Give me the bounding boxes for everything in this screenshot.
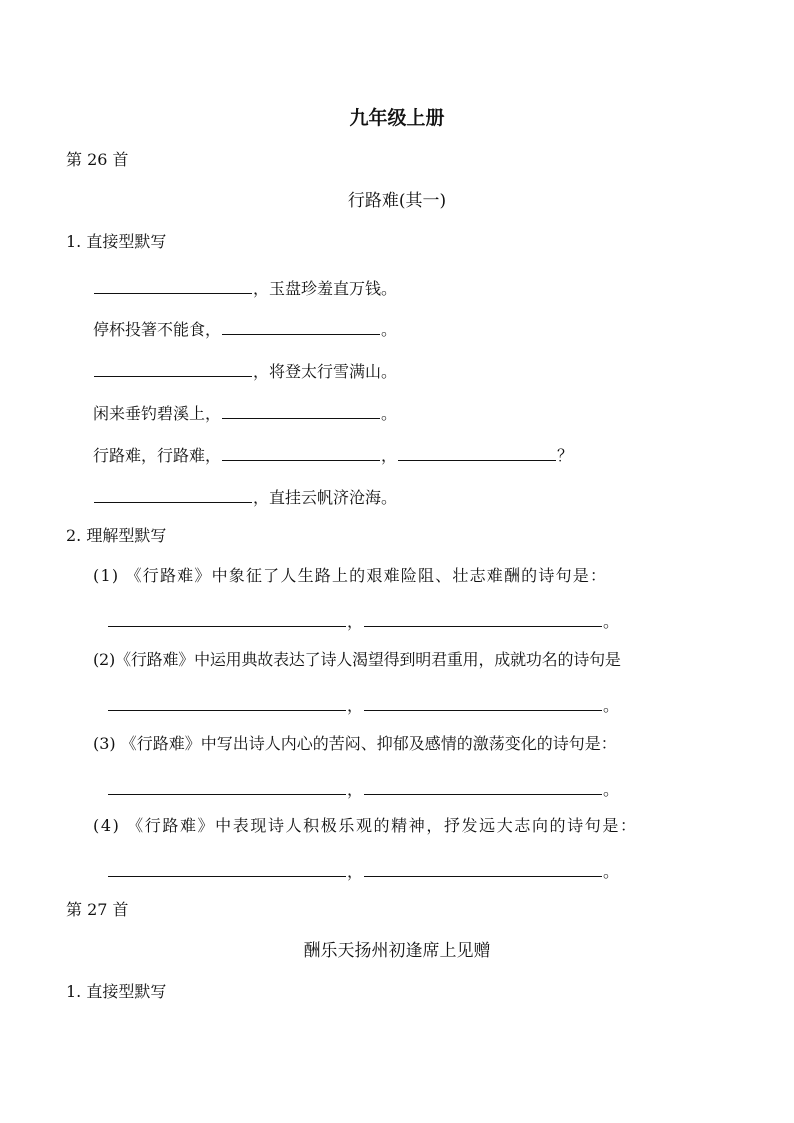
direct-dictation-header: 1. 直接型默写 — [66, 232, 167, 251]
answer-blank[interactable] — [108, 692, 346, 711]
question-3: (3) 《行路难》中写出诗人内心的苦闷、抑郁及感情的激荡变化的诗句是： — [93, 734, 617, 753]
answer-blank[interactable] — [222, 400, 380, 419]
poem-title: 酬乐天扬州初逢席上见赠 — [303, 941, 491, 961]
answer-blank[interactable] — [364, 608, 602, 627]
question-4: (4) 《行路难》中表现诗人积极乐观的精神，抒发远大志向的诗句是： — [93, 816, 638, 835]
direct-line-2: 停杯投箸不能食， 。 — [93, 316, 397, 340]
answer-blank[interactable] — [222, 442, 380, 461]
answer-blank[interactable] — [364, 858, 602, 877]
answer-line-4: ， 。 — [107, 858, 619, 882]
answer-blank[interactable] — [222, 316, 380, 335]
direct-line-4: 闲来垂钓碧溪上， 。 — [93, 400, 397, 424]
understanding-dictation-header: 2. 理解型默写 — [66, 526, 167, 545]
answer-blank[interactable] — [94, 275, 252, 294]
question-2: (2)《行路难》中运用典故表达了诗人渴望得到明君重用，成就功名的诗句是 — [93, 650, 621, 669]
answer-blank[interactable] — [94, 358, 252, 377]
answer-line-1: ， 。 — [107, 608, 619, 632]
answer-blank[interactable] — [94, 484, 252, 503]
answer-blank[interactable] — [364, 776, 602, 795]
poem-title: 行路难(其一) — [347, 191, 447, 211]
direct-line-6: ，直挂云帆济沧海。 — [93, 484, 397, 508]
direct-line-5: 行路难，行路难， ， ？ — [93, 442, 573, 466]
answer-line-2: ， 。 — [107, 692, 619, 716]
direct-line-3: ，将登太行雪满山。 — [93, 358, 397, 382]
direct-dictation-header: 1. 直接型默写 — [66, 982, 167, 1001]
direct-line-1: ，玉盘珍羞直万钱。 — [93, 275, 397, 299]
section-label: 第 27 首 — [66, 900, 129, 919]
question-1: (1) 《行路难》中象征了人生路上的艰难险阻、壮志难酬的诗句是： — [93, 566, 608, 585]
answer-line-3: ， 。 — [107, 776, 619, 800]
answer-blank[interactable] — [398, 442, 556, 461]
answer-blank[interactable] — [108, 776, 346, 795]
answer-blank[interactable] — [108, 608, 346, 627]
answer-blank[interactable] — [364, 692, 602, 711]
answer-blank[interactable] — [108, 858, 346, 877]
page-title: 九年级上册 — [349, 107, 445, 129]
section-label: 第 26 首 — [66, 150, 129, 169]
